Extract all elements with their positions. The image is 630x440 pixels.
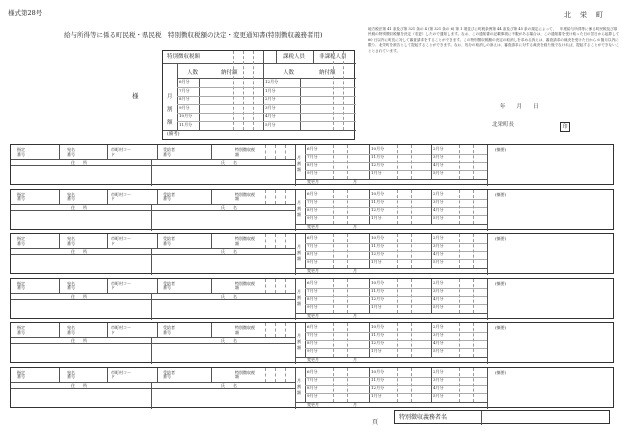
- designation-label: 指定番号: [17, 280, 25, 291]
- remarks-label: (摘要): [495, 369, 507, 375]
- entry-month: 12月分: [371, 162, 385, 167]
- recipient-suffix: 様: [132, 92, 139, 100]
- pension-label: 受給者番号: [163, 236, 175, 246]
- entry-month: 6月分: [307, 235, 318, 240]
- entry-month: 3月分: [433, 154, 444, 159]
- footer-obligor-label: 特別徴収義務者名: [399, 414, 448, 421]
- name-label: 氏 名: [221, 293, 237, 299]
- entry-month: 6月分: [307, 324, 318, 329]
- town-code-label: 市町村コード: [111, 191, 131, 202]
- pension-label: 受給者番号: [163, 147, 175, 157]
- entry-month: 1月分: [371, 259, 382, 264]
- footer-obligor-box: [394, 410, 610, 424]
- summary-month-left: 10月分: [179, 113, 193, 118]
- entry-month: 12月分: [371, 295, 385, 301]
- entry-block: [10, 278, 614, 319]
- entry-month: 2月分: [433, 235, 444, 240]
- entry-month: 2月分: [433, 368, 444, 374]
- change-month-label: 変更月: [307, 401, 319, 407]
- summary-month-right: 2月分: [265, 96, 276, 101]
- summary-month-right: 3月分: [265, 104, 276, 110]
- change-month-suffix: 月: [353, 401, 357, 407]
- entry-month: 10月分: [371, 190, 385, 196]
- entry-month: 11月分: [371, 243, 385, 248]
- town-code-label: 市町村コード: [111, 147, 131, 157]
- notice-text: 地方税法第 41 条及び第 321 条の 4 (第 321 条の 6) 第 1 項並びに町税条例第 44 条及び第 45 条の規定によって、 年度給与所得等に係る町民税及び県民税の特別徴収税額を決定（変更）したので通知します。なお、この通知書の記載事項に不服がある場合は、この通知書を受け取った日の翌日から起算して 60 日以内に町長に対して審査請求をすることができます。この特別徴収税額の決定の取消しを求める訴えは、審査請求の裁決を受けた日から 6 箇月以内に限り、北栄町を被告として提起することができます。なお、処分の取消しの訴えは、審査請求に対する裁決を経た後でなければ、提起することができないこととされています。: [368, 27, 620, 53]
- entry-month: 12月分: [371, 340, 385, 345]
- name-label: 氏 名: [221, 160, 237, 165]
- entry-month: 1月分: [371, 170, 382, 175]
- entry-month: 10月分: [371, 146, 385, 151]
- change-month-label: 変更月: [307, 179, 319, 184]
- entry-month: 9月分: [307, 259, 318, 264]
- entry-month: 3月分: [433, 243, 444, 248]
- entry-month: 9月分: [307, 392, 318, 398]
- special-label: 特別徴収税額: [235, 280, 255, 291]
- name-label: 氏 名: [221, 382, 237, 388]
- ward-label: 宛名番号: [67, 191, 75, 202]
- entry-month: 4月分: [433, 295, 444, 301]
- entry-block: [10, 144, 614, 185]
- entry-month: 11月分: [371, 287, 385, 293]
- special-label: 特別徴収税額: [235, 191, 255, 202]
- document-title: 給与所得等に係る町民税・県民税 特別徴収税額の決定・変更通知書(特別徴収義務者用): [64, 31, 323, 39]
- entry-month: 8月分: [307, 206, 318, 212]
- entry-month: 8月分: [307, 384, 318, 390]
- designation-label: 指定番号: [17, 236, 25, 246]
- entry-month: 3月分: [433, 287, 444, 293]
- entry-month: 9月分: [307, 348, 318, 353]
- entry-month: 7月分: [307, 332, 318, 337]
- mayor-label: 北栄町長: [492, 122, 515, 128]
- entry-month: 6月分: [307, 190, 318, 196]
- summary-month-left: 11月分: [179, 121, 193, 127]
- col-persons-2: 人数: [283, 70, 295, 76]
- summary-month-right: 1月分: [265, 87, 276, 93]
- entry-month: 2月分: [433, 324, 444, 329]
- entry-month: 2月分: [433, 279, 444, 285]
- entry-month: 1月分: [371, 348, 382, 353]
- entry-month: 11月分: [371, 154, 385, 159]
- change-month-suffix: 月: [353, 357, 357, 362]
- entry-month: 5月分: [433, 392, 444, 398]
- entry-block: [10, 189, 614, 230]
- summary-table: [162, 50, 355, 140]
- special-label: 特別徴収税額: [235, 147, 255, 157]
- designation-label: 指定番号: [17, 369, 25, 380]
- entry-month: 12月分: [371, 251, 385, 256]
- entry-month: 7月分: [307, 243, 318, 248]
- pension-label: 受給者番号: [163, 280, 175, 291]
- summary-month-right: 4月分: [265, 113, 276, 118]
- pension-label: 受給者番号: [163, 325, 175, 335]
- ward-label: 宛名番号: [67, 369, 75, 380]
- address-label: 住 所: [71, 293, 87, 299]
- entry-month: 1月分: [371, 392, 382, 398]
- col-amount: 納付額: [221, 70, 238, 76]
- entry-month: 11月分: [371, 332, 385, 337]
- entry-month: 8月分: [307, 295, 318, 301]
- entry-month: 10月分: [371, 368, 385, 374]
- seal-mark: 印: [560, 122, 570, 132]
- pension-label: 受給者番号: [163, 369, 175, 380]
- side-label: 月割額: [167, 94, 173, 126]
- ward-label: 宛名番号: [67, 280, 75, 291]
- entry-month: 6月分: [307, 146, 318, 151]
- summary-month-left: 8月分: [179, 96, 190, 101]
- entry-month: 11月分: [371, 198, 385, 204]
- col-amount-2: 納付額: [319, 70, 336, 76]
- entry-month: 7月分: [307, 198, 318, 204]
- entry-month: 5月分: [433, 214, 444, 220]
- footer-page: 頁: [372, 419, 379, 426]
- monthly-label: 月割額: [297, 377, 301, 395]
- town-code-label: 市町村コード: [111, 325, 131, 335]
- remarks-label: (摘要): [495, 147, 507, 152]
- change-month-label: 変更月: [307, 268, 319, 273]
- monthly-label: 月割額: [297, 199, 301, 217]
- entry-month: 1月分: [371, 303, 382, 309]
- monthly-label: 月割額: [297, 244, 301, 261]
- change-month-suffix: 月: [353, 268, 357, 273]
- entry-month: 10月分: [371, 324, 385, 329]
- pension-label: 受給者番号: [163, 191, 175, 202]
- entry-month: 12月分: [371, 384, 385, 390]
- entry-month: 8月分: [307, 162, 318, 167]
- designation-label: 指定番号: [17, 147, 25, 157]
- col-persons: 人数: [187, 70, 199, 76]
- entry-month: 3月分: [433, 376, 444, 382]
- entry-month: 4月分: [433, 340, 444, 345]
- entry-month: 2月分: [433, 146, 444, 151]
- town-code-label: 市町村コード: [111, 236, 131, 246]
- change-month-suffix: 月: [353, 179, 357, 184]
- municipality: 北 栄 町: [564, 11, 604, 19]
- entry-month: 6月分: [307, 368, 318, 374]
- entry-month: 12月分: [371, 206, 385, 212]
- summary-month-right: 12月分: [265, 79, 279, 84]
- name-label: 氏 名: [221, 204, 237, 210]
- summary-month-left: 6月分: [179, 79, 190, 84]
- entry-block: [10, 233, 614, 274]
- entry-month: 5月分: [433, 303, 444, 309]
- change-month-label: 変更月: [307, 312, 319, 318]
- entry-month: 10月分: [371, 279, 385, 285]
- ward-label: 宛名番号: [67, 236, 75, 246]
- ward-label: 宛名番号: [67, 147, 75, 157]
- change-month-suffix: 月: [353, 223, 357, 229]
- monthly-label: 月割額: [297, 155, 301, 172]
- entry-month: 11月分: [371, 376, 385, 382]
- remarks-label: (摘要): [495, 236, 507, 241]
- entry-month: 8月分: [307, 251, 318, 256]
- town-code-label: 市町村コード: [111, 280, 131, 291]
- summary-remarks: (備考): [167, 132, 180, 137]
- entry-month: 7月分: [307, 287, 318, 293]
- change-month-suffix: 月: [353, 312, 357, 318]
- monthly-label: 月割額: [297, 333, 301, 350]
- change-month-label: 変更月: [307, 357, 319, 362]
- special-label: 特別徴収税額: [235, 325, 255, 335]
- name-label: 氏 名: [221, 249, 237, 254]
- entry-month: 8月分: [307, 340, 318, 345]
- monthly-label: 月割額: [297, 288, 301, 306]
- entry-block: [10, 322, 614, 363]
- summary-header-tax: 特別徴収税額: [167, 54, 201, 60]
- entry-month: 10月分: [371, 235, 385, 240]
- designation-label: 指定番号: [17, 325, 25, 335]
- entry-month: 3月分: [433, 332, 444, 337]
- entry-month: 4月分: [433, 162, 444, 167]
- entry-month: 3月分: [433, 198, 444, 204]
- address-label: 住 所: [71, 382, 87, 388]
- address-label: 住 所: [71, 204, 87, 210]
- designation-label: 指定番号: [17, 191, 25, 202]
- entry-month: 4月分: [433, 206, 444, 212]
- special-label: 特別徴収税額: [235, 369, 255, 380]
- summary-month-left: 7月分: [179, 87, 190, 93]
- entry-month: 7月分: [307, 376, 318, 382]
- date-label: 年 月 日: [500, 104, 539, 110]
- form-number: 様式第28号: [8, 9, 43, 17]
- address-label: 住 所: [71, 338, 87, 343]
- summary-header-taxable: 課税人員: [283, 54, 306, 60]
- entry-block: [10, 367, 614, 408]
- entry-month: 5月分: [433, 170, 444, 175]
- summary-month-left: 9月分: [179, 104, 190, 110]
- entry-month: 2月分: [433, 190, 444, 196]
- summary-month-right: 5月分: [265, 121, 276, 127]
- entry-month: 5月分: [433, 348, 444, 353]
- entry-month: 4月分: [433, 384, 444, 390]
- remarks-label: (摘要): [495, 191, 507, 197]
- entry-month: 9月分: [307, 303, 318, 309]
- special-label: 特別徴収税額: [235, 236, 255, 246]
- remarks-label: (摘要): [495, 280, 507, 286]
- entry-month: 1月分: [371, 214, 382, 220]
- entry-month: 4月分: [433, 251, 444, 256]
- entry-month: 5月分: [433, 259, 444, 264]
- entry-month: 7月分: [307, 154, 318, 159]
- entry-month: 6月分: [307, 279, 318, 285]
- address-label: 住 所: [71, 160, 87, 165]
- remarks-label: (摘要): [495, 325, 507, 330]
- town-code-label: 市町村コード: [111, 369, 131, 380]
- name-label: 氏 名: [221, 338, 237, 343]
- change-month-label: 変更月: [307, 223, 319, 229]
- entry-month: 9月分: [307, 170, 318, 175]
- ward-label: 宛名番号: [67, 325, 75, 335]
- address-label: 住 所: [71, 249, 87, 254]
- summary-header-nontaxable: 非課税人員: [319, 54, 347, 60]
- entry-month: 9月分: [307, 214, 318, 220]
